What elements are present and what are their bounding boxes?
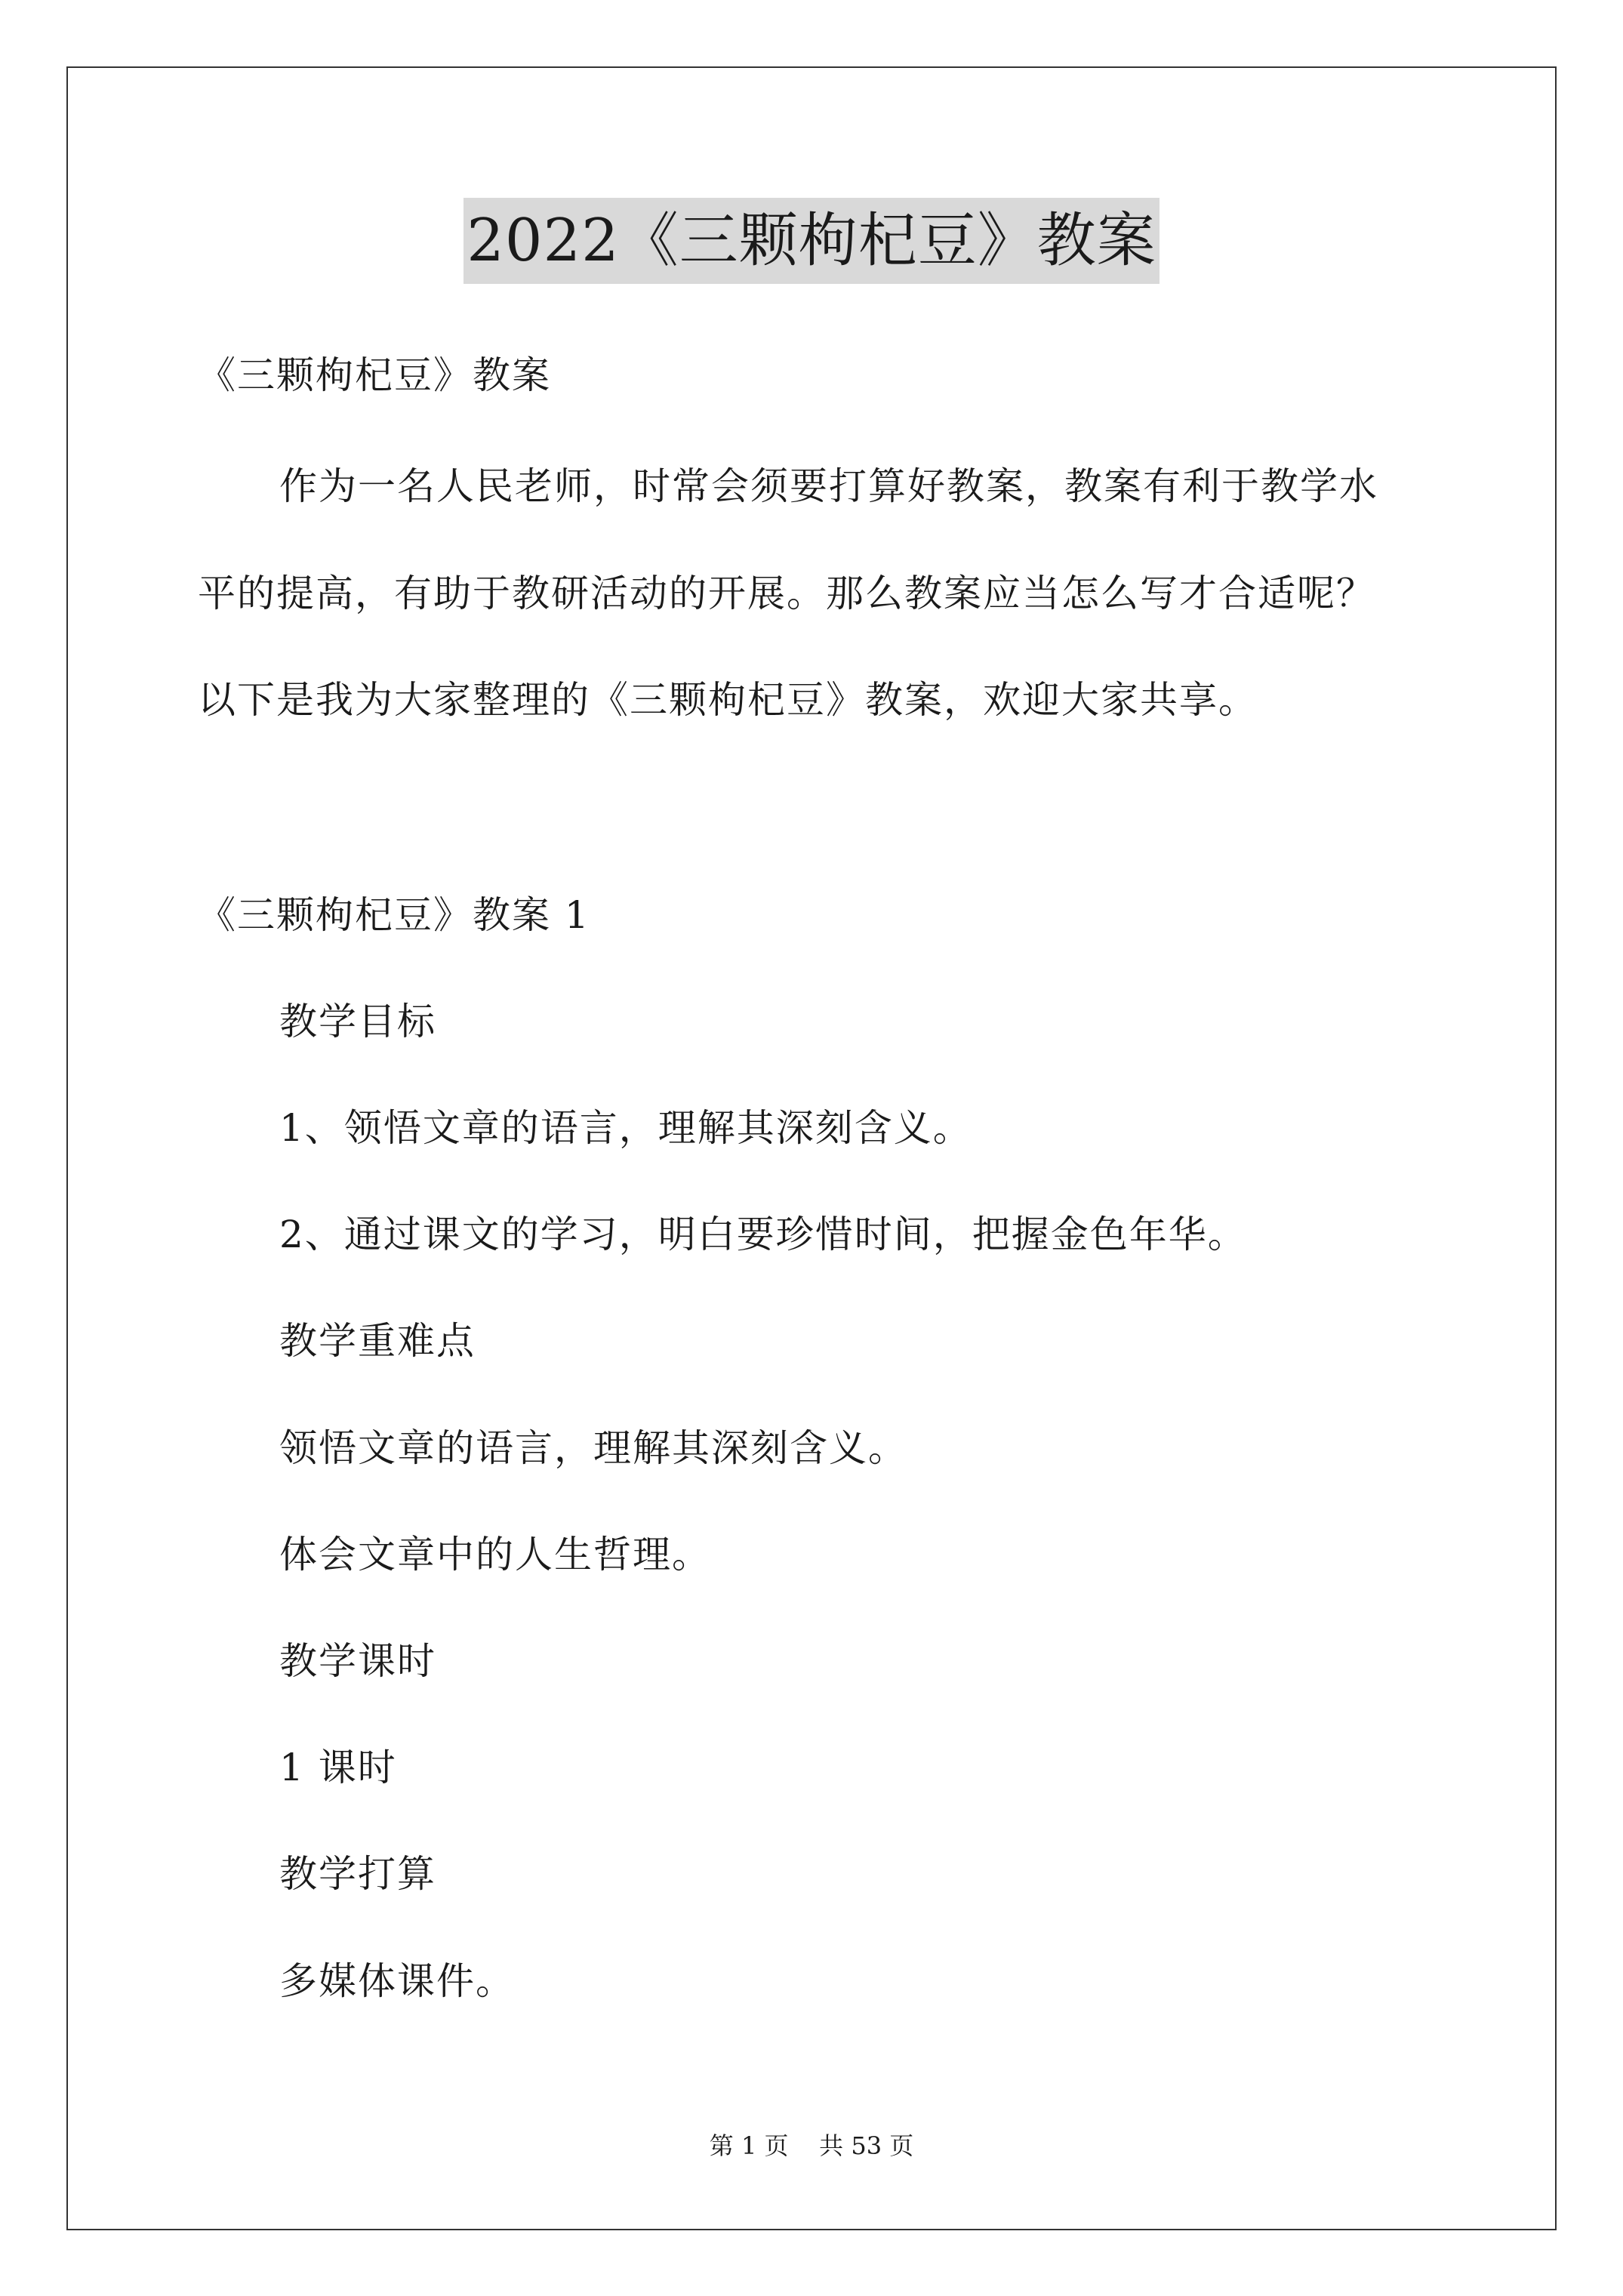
document-title: 2022《三颗枸杞豆》教案	[463, 198, 1160, 284]
section-heading: 《三颗枸杞豆》教案 1	[198, 893, 590, 937]
list-item: 教学目标	[279, 1000, 436, 1043]
intro-line-1: 作为一名人民老师，时常会须要打算好教案，教案有利于教学水	[279, 464, 1378, 508]
list-item: 体会文章中的人生哲理。	[279, 1533, 711, 1576]
intro-line-2: 平的提高，有助于教研活动的开展。那么教案应当怎么写才合适呢？	[198, 572, 1375, 615]
list-item: 教学课时	[279, 1639, 436, 1683]
page-number: 第 1 页 共 53 页	[709, 2131, 914, 2160]
list-item: 2、通过课文的学习，明白要珍惜时间，把握金色年华。	[279, 1213, 1247, 1256]
list-item: 1 课时	[279, 1746, 397, 1789]
intro-line-3: 以下是我为大家整理的《三颗枸杞豆》教案，欢迎大家共享。	[198, 678, 1258, 722]
list-item: 多媒体课件。	[279, 1959, 515, 2003]
title-wrap	[0, 198, 1623, 284]
list-item: 教学重难点	[279, 1319, 476, 1363]
list-item: 1、领悟文章的语言，理解其深刻含义。	[279, 1106, 972, 1150]
list-item: 领悟文章的语言，理解其深刻含义。	[279, 1426, 907, 1470]
document-subtitle: 《三颗枸杞豆》教案	[198, 353, 551, 397]
list-item: 教学打算	[279, 1852, 436, 1896]
